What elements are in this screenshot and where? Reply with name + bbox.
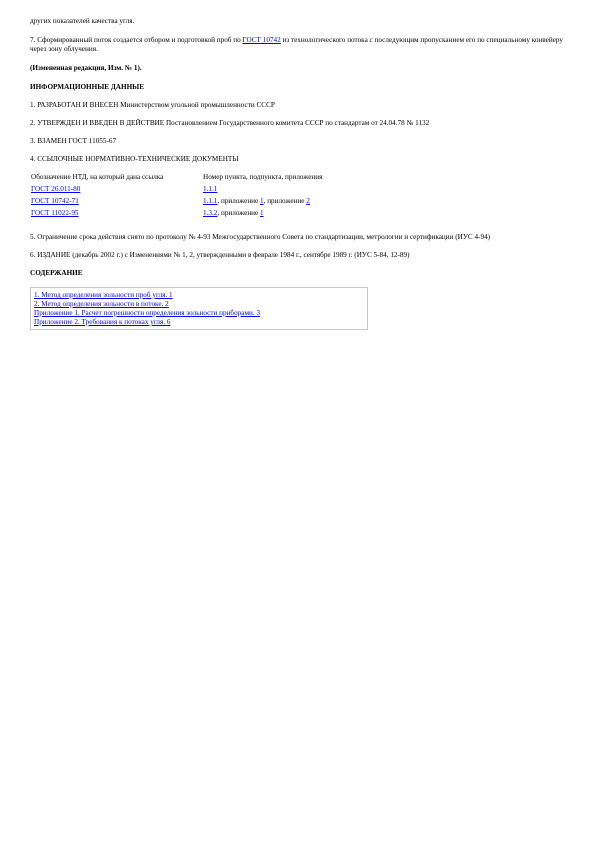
info-item-3: 3. ВЗАМЕН ГОСТ 11055-67 bbox=[30, 137, 117, 145]
ref-item-link[interactable]: 1.3.2 bbox=[203, 209, 218, 217]
amendment-note bbox=[30, 64, 570, 73]
intro-line: других показателей качества угля. bbox=[30, 17, 135, 25]
ref-item-link[interactable]: 1.1.1 bbox=[203, 185, 218, 193]
ref-item-link[interactable]: 2 bbox=[306, 197, 310, 205]
ref-items bbox=[203, 197, 324, 209]
info-item-5: 5. Ограничение срока действия снято по протоколу № 4-93 Межгосударственного Совета по стандартизации, метрологии и сертификации (ИУС 4-94) bbox=[30, 233, 491, 241]
toc-item-2[interactable]: 2. Метод определения зольности в потоке. 2 bbox=[34, 300, 169, 308]
info-item-4: 4. ССЫЛОЧНЫЕ НОРМАТИВНО-ТЕХНИЧЕСКИЕ ДОКУМЕНТЫ bbox=[30, 155, 239, 163]
ref-item-sep: , приложение bbox=[217, 209, 260, 217]
info-item-6: 6. ИЗДАНИЕ (декабрь 2002 г.) с Изменениями № 1, 2, утвержденными в феврале 1984 г., сентябре 1989 г. (ИУС 5-84, 12-89) bbox=[30, 251, 410, 259]
ref-doc-link[interactable]: ГОСТ 11022-95 bbox=[31, 209, 79, 217]
item-7-text-after: из технологического потока с последующим пропусканием его по специальному конвейеру через зону облучения. bbox=[30, 36, 563, 53]
ref-item-sep: , приложение bbox=[217, 197, 260, 205]
gost-10742-link[interactable]: ГОСТ 10742 bbox=[242, 36, 281, 44]
ref-items bbox=[203, 185, 324, 197]
ref-doc-link[interactable]: ГОСТ 26.011-80 bbox=[31, 185, 81, 193]
ref-item-link[interactable]: 1 bbox=[260, 209, 264, 217]
info-item-2: 2. УТВЕРЖДЕН И ВВЕДЕН В ДЕЙСТВИЕ Постановлением Государственного комитета СССР по стандартам от 24.04.78 № 1132 bbox=[30, 119, 430, 127]
ref-item-sep: , приложение bbox=[263, 197, 307, 205]
ref-items bbox=[203, 209, 324, 221]
item-7 bbox=[30, 36, 570, 54]
table-of-contents bbox=[30, 287, 368, 330]
references-header-row bbox=[31, 173, 324, 185]
toc-item-1[interactable]: 1. Метод определения зольности проб угля. 1 bbox=[34, 291, 173, 299]
toc-item-appendix-1[interactable]: Приложение 1. Расчет погрешности определения зольности приборами. 3 bbox=[34, 309, 261, 317]
references-header-doc: Обозначение НТД, на который дана ссылка bbox=[31, 173, 164, 181]
info-heading: ИНФОРМАЦИОННЫЕ ДАННЫЕ bbox=[30, 83, 145, 91]
table-row bbox=[31, 185, 324, 197]
amendment-note-text: (Измененная редакция, Изм. № 1). bbox=[30, 64, 142, 72]
item-7-text-before: 7. Сформированный поток создается отбором и подготовкой проб по bbox=[30, 36, 243, 44]
table-row bbox=[31, 209, 324, 221]
ref-doc-link[interactable]: ГОСТ 10742-71 bbox=[31, 197, 79, 205]
ref-item-link[interactable]: 1.1.1 bbox=[203, 197, 218, 205]
references-header-item: Номер пункта, подпункта, приложения bbox=[203, 173, 323, 181]
table-row bbox=[31, 197, 324, 209]
document-page bbox=[30, 17, 570, 330]
info-item-1: 1. РАЗРАБОТАН И ВНЕСЕН Министерством угольной промышленности СССР bbox=[30, 101, 275, 109]
references-table bbox=[31, 173, 324, 221]
ref-item-link[interactable]: 1 bbox=[260, 197, 264, 205]
toc-heading: СОДЕРЖАНИЕ bbox=[30, 269, 83, 277]
toc-item-appendix-2[interactable]: Приложение 2. Требования к потоках угля. 6 bbox=[34, 318, 171, 326]
